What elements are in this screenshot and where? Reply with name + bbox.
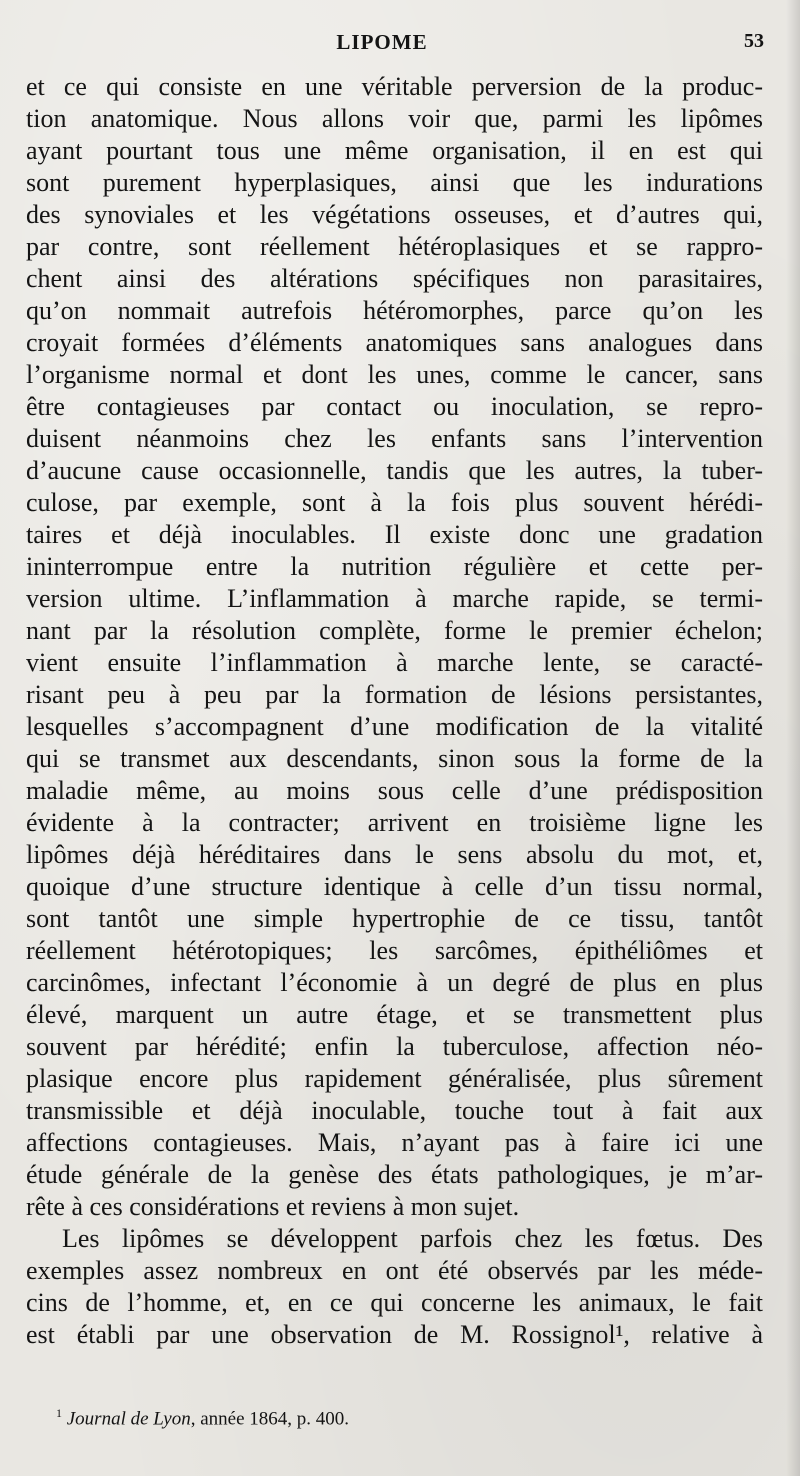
text-line: qu’on nommait autrefois hétéromorphes, parce qu’on les	[26, 296, 763, 325]
footnote-journal: Journal de Lyon	[66, 1408, 191, 1430]
text-line: lipômes déjà héréditaires dans le sens absolu du mot, et,	[26, 840, 763, 869]
body-text	[26, 71, 763, 1351]
text-line: taires et déjà inoculables. Il existe donc une gradation	[26, 520, 763, 549]
text-line: quoique d’une structure identique à celle d’un tissu normal,	[26, 872, 763, 901]
text-line: affections contagieuses. Mais, n’ayant pas à faire ici une	[26, 1128, 763, 1157]
page-header	[0, 30, 800, 60]
page-edge-shadow	[786, 0, 800, 1476]
text-line: évidente à la contracter; arrivent en troisième ligne les	[26, 808, 763, 837]
text-line: élevé, marquent un autre étage, et se transmettent plus	[26, 1000, 763, 1029]
paragraph-2	[26, 1223, 763, 1351]
text-line: vient ensuite l’inflammation à marche lente, se caracté-	[26, 648, 763, 677]
text-line: lesquelles s’accompagnent d’une modification de la vitalité	[26, 712, 763, 741]
text-line: chent ainsi des altérations spécifiques non parasitaires,	[26, 264, 763, 293]
text-line: Les lipômes se développent parfois chez les fœtus. Des	[62, 1224, 763, 1253]
text-line: qui se transmet aux descendants, sinon sous la forme de la	[26, 744, 763, 773]
page-number: 53	[744, 30, 764, 52]
text-line: transmissible et déjà inoculable, touche tout à fait aux	[26, 1096, 763, 1125]
text-line: être contagieuses par contact ou inoculation, se repro-	[26, 392, 763, 421]
text-line: d’aucune cause occasionnelle, tandis que les autres, la tuber-	[26, 456, 763, 485]
text-line: nant par la résolution complète, forme le premier échelon;	[26, 616, 763, 645]
text-line: ayant pourtant tous une même organisation, il en est qui	[26, 136, 763, 165]
text-line: sont purement hyperplasiques, ainsi que les indurations	[26, 168, 763, 197]
footnote	[56, 1406, 349, 1430]
footnote-citation: , année 1864, p. 400.	[190, 1408, 350, 1430]
text-line: rête à ces considérations et reviens à mon sujet.	[26, 1192, 520, 1221]
text-line: risant peu à peu par la formation de lésions persistantes,	[26, 680, 763, 709]
text-line: version ultime. L’inflammation à marche rapide, se termi-	[26, 584, 763, 613]
text-line: sont tantôt une simple hypertrophie de ce tissu, tantôt	[26, 904, 763, 933]
text-line: est établi par une observation de M. Rossignol¹, relative à	[26, 1320, 763, 1349]
text-line: croyait formées d’éléments anatomiques sans analogues dans	[26, 328, 763, 357]
text-line: ininterrompue entre la nutrition régulière et cette per-	[26, 552, 763, 581]
text-line: plasique encore plus rapidement généralisée, plus sûrement	[26, 1064, 763, 1093]
text-line: et ce qui consiste en une véritable perversion de la produc-	[26, 72, 763, 101]
text-line: exemples assez nombreux en ont été observés par les méde-	[26, 1256, 763, 1285]
paragraph-1	[26, 71, 763, 1223]
running-title: LIPOME	[336, 30, 428, 54]
text-line: tion anatomique. Nous allons voir que, parmi les lipômes	[26, 104, 763, 133]
text-line: réellement hétérotopiques; les sarcômes, épithéliômes et	[26, 936, 763, 965]
text-line: culose, par exemple, sont à la fois plus souvent hérédi-	[26, 488, 763, 517]
text-line: des synoviales et les végétations osseuses, et d’autres qui,	[26, 200, 763, 229]
footnote-marker: 1	[56, 1406, 62, 1420]
text-line: étude générale de la genèse des états pathologiques, je m’ar-	[26, 1160, 763, 1189]
text-line: l’organisme normal et dont les unes, comme le cancer, sans	[26, 360, 763, 389]
text-line: cins de l’homme, et, en ce qui concerne les animaux, le fait	[26, 1288, 763, 1317]
text-line: par contre, sont réellement hétéroplasiques et se rappro-	[26, 232, 763, 261]
text-line: souvent par hérédité; enfin la tuberculose, affection néo-	[26, 1032, 763, 1061]
text-line: duisent néanmoins chez les enfants sans l’intervention	[26, 424, 763, 453]
text-line: carcinômes, infectant l’économie à un degré de plus en plus	[26, 968, 763, 997]
text-line: maladie même, au moins sous celle d’une prédisposition	[26, 776, 763, 805]
